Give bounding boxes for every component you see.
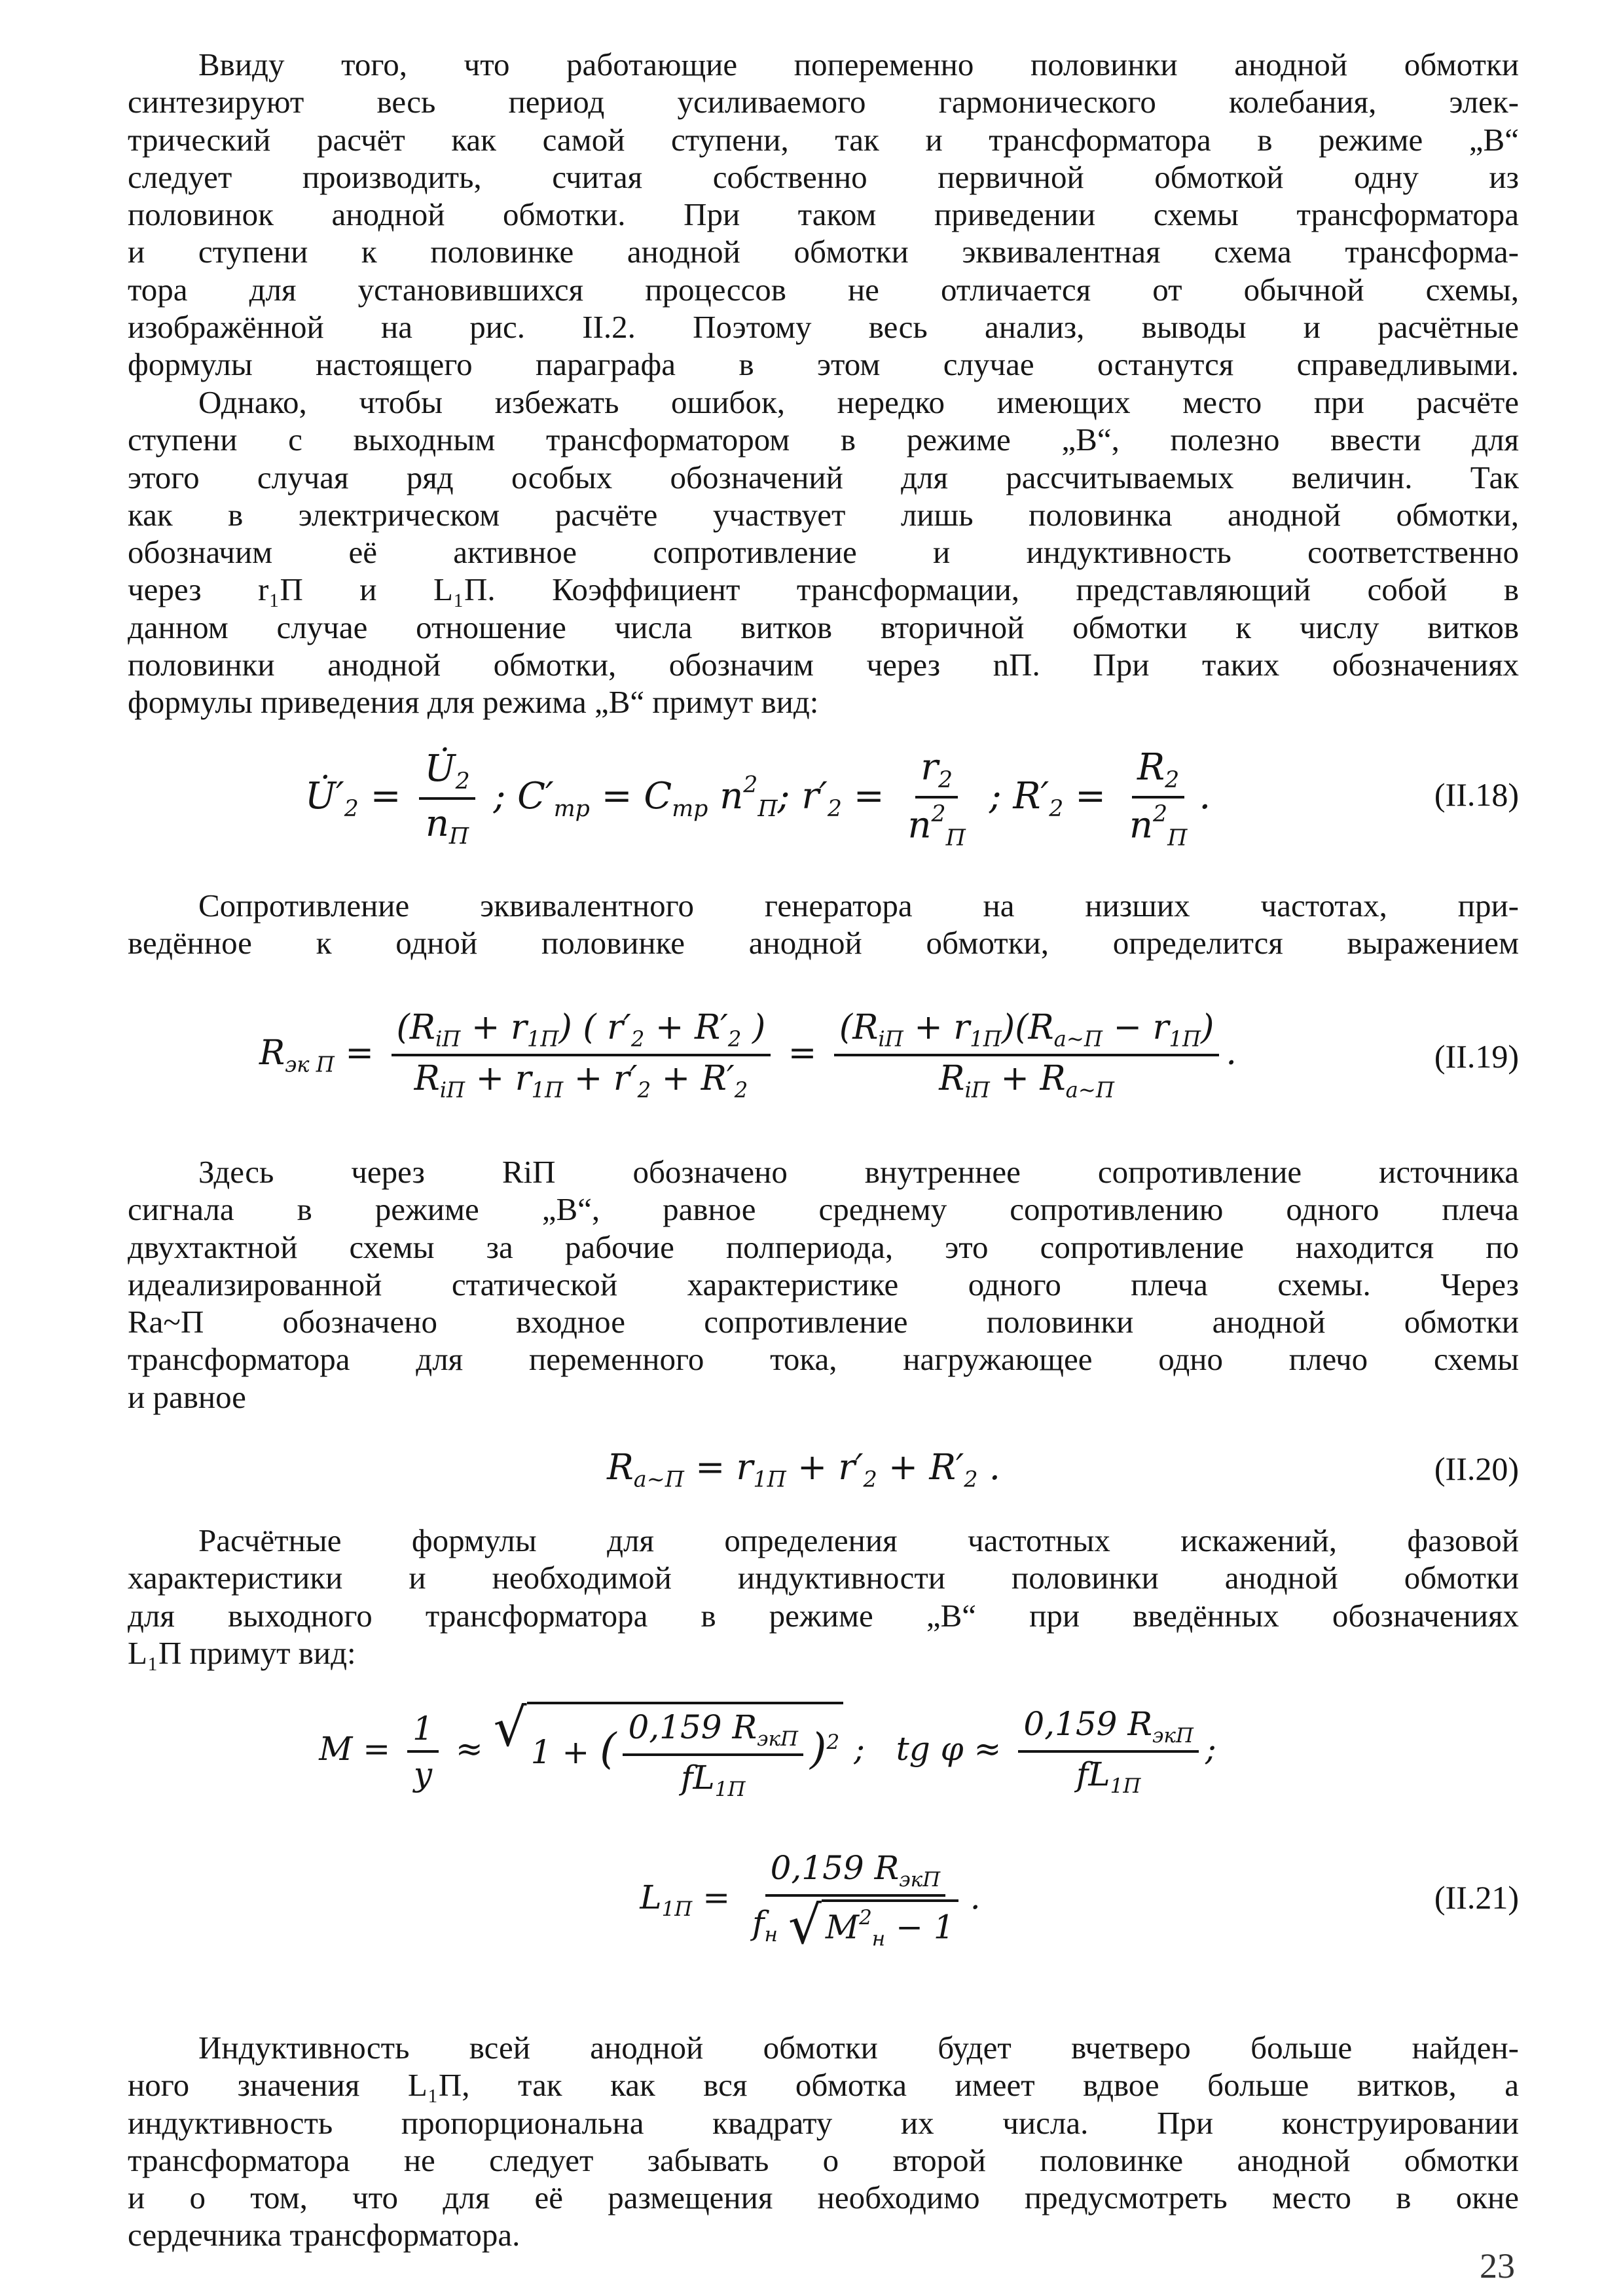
equation-body-line-2: $L_{1П}$ = 0,159 $R_{экП}$ $f_н$ √ $M^2_н - 1$ .	[640, 1849, 981, 1956]
page-number: 23	[1480, 2246, 1515, 2286]
equation-II-19	[128, 995, 1519, 1145]
text-line: индуктивность пропорциональна квадрату их числа. При конструировании	[128, 2104, 1519, 2141]
equation-number: (II.21)	[1434, 1879, 1519, 1916]
text-line: Здесь через RiП обозначено внутреннее сопротивление источника	[198, 1154, 1519, 1190]
text-line: Расчётные формулы для определения частотных искажений, фазовой	[198, 1522, 1519, 1558]
text-line: через r₁П и L₁П. Коэффициент трансформации, представляющий собой в	[128, 571, 1519, 608]
paragraph-1	[128, 46, 1519, 384]
text-line: и равное	[128, 1378, 246, 1415]
text-line: как в электрическом расчёте участвует лишь половинка анодной обмотки,	[128, 496, 1519, 533]
paragraph-4	[128, 1153, 1519, 1416]
equation-II-18	[128, 740, 1519, 884]
equation-body: $U̇'_2$ = $\frac{U̇_2}{n_П}$ ; $C'_{mp} = C_{mp}$ $n^2_П$; $r'_2$ = $\frac{r_2}{n^2_П}$ ; $R'_2$ = $\frac{R_2}{n^2_П}$ .	[304, 746, 1211, 852]
text-line: трансформатора не следует забывать о второй половинке анодной обмотки	[128, 2142, 1519, 2178]
paragraph-5	[128, 1522, 1519, 1672]
text-line: формулы настоящего параграфа в этом случае останутся справедливыми.	[128, 346, 1519, 383]
text-line: ведённое к одной половинке анодной обмотки, определится выражением	[128, 925, 1519, 961]
text-line: L₁П примут вид:	[128, 1634, 356, 1671]
text-line: Ввиду того, что работающие попеременно половинки анодной обмотки	[198, 46, 1519, 82]
text-line: обозначим её активное сопротивление и индуктивность соответственно	[128, 534, 1519, 571]
text-line: Индуктивность всей анодной обмотки будет вчетверо больше найден-	[198, 2030, 1519, 2066]
paragraph-2	[128, 384, 1519, 721]
text-line: трический расчёт как самой ступени, так и трансформатора в режиме „В“	[128, 121, 1519, 158]
text-line: формулы приведения для режима „В“ примут вид:	[128, 684, 819, 721]
equation-body: $R_{a\sim П} = r_{1П} + r'_2 + R'_2$ .	[607, 1446, 1000, 1492]
text-line: для выходного трансформатора в режиме „В“ при введённых обозначениях	[128, 1597, 1519, 1634]
text-line: двухтактной схемы за рабочие полпериода, это сопротивление находится по	[128, 1229, 1519, 1265]
text-line: данном случае отношение числа витков вторичной обмотки к числу витков	[128, 609, 1519, 645]
text-line: Однако, чтобы избежать ошибок, нередко имеющих место при расчёте	[198, 384, 1519, 420]
text-line: идеализированной статической характеристике одного плеча схемы. Через	[128, 1266, 1519, 1302]
equation-II-20	[128, 1440, 1519, 1512]
text-line: Сопротивление эквивалентного генератора на низших частотах, при-	[198, 888, 1519, 924]
text-line: половинки анодной обмотки, обозначим через nП. При таких обозначениях	[128, 647, 1519, 683]
equation-body: $R_{эк П}$ = $\frac{(R_{iП} + r_{1П}) ( r'_2 + R'_2 )}{R_{iП} + r_{1П} + r'_2 + R'_2}$ = $\frac{(R_{iП} + r_{1П})(R_{a\sim П} - r_{1П})}{R_{iП} + R_{a\sim П}}$ .	[259, 1008, 1237, 1103]
text-line: и о том, что для её размещения необходимо предусмотреть место в окне	[128, 2179, 1519, 2216]
equation-body-line-1: M = $\frac{1}{y}$ ≈ √ 1 + ( $\frac{0,159 R_{экП}}{fL_{1П}}$ )$^2$ ; tg φ ≈ $\frac{0,159 R_{экП}}{fL_{1П}}$ ;	[319, 1697, 1216, 1801]
text-line: тора для установившихся процессов не отличается от обычной схемы,	[128, 271, 1519, 308]
equation-number: (II.19)	[1434, 1038, 1519, 1075]
text-line: и ступени к половинке анодной обмотки эквивалентная схема трансформа-	[128, 234, 1519, 270]
equation-number: (II.20)	[1434, 1450, 1519, 1487]
text-line: ного значения L₁П, так как вся обмотка имеет вдвое больше витков, а	[128, 2067, 1519, 2104]
text-line: трансформатора для переменного тока, нагружающее одно плечо схемы	[128, 1341, 1519, 1378]
text-line: Ra~П обозначено входное сопротивление половинки анодной обмотки	[128, 1304, 1519, 1340]
text-line: этого случая ряд особых обозначений для рассчитываемых величин. Так	[128, 459, 1519, 495]
equation-II-21	[128, 1689, 1519, 2003]
equation-number: (II.18)	[1434, 776, 1519, 813]
paragraph-3	[128, 887, 1519, 962]
text-line: сигнала в режиме „В“, равное среднему сопротивлению одного плеча	[128, 1191, 1519, 1228]
text-line: ступени с выходным трансформатором в режиме „В“, полезно ввести для	[128, 422, 1519, 458]
paragraph-6	[128, 2029, 1519, 2254]
text-line: синтезируют весь период усиливаемого гармонического колебания, элек-	[128, 84, 1519, 120]
text-line: характеристики и необходимой индуктивности половинки анодной обмотки	[128, 1560, 1519, 1596]
text-line: сердечника трансформатора.	[128, 2217, 520, 2253]
text-line: следует производить, считая собственно первичной обмоткой одну из	[128, 158, 1519, 195]
text-line: изображённой на рис. II.2. Поэтому весь анализ, выводы и расчётные	[128, 309, 1519, 346]
text-line: половинок анодной обмотки. При таком приведении схемы трансформатора	[128, 196, 1519, 233]
